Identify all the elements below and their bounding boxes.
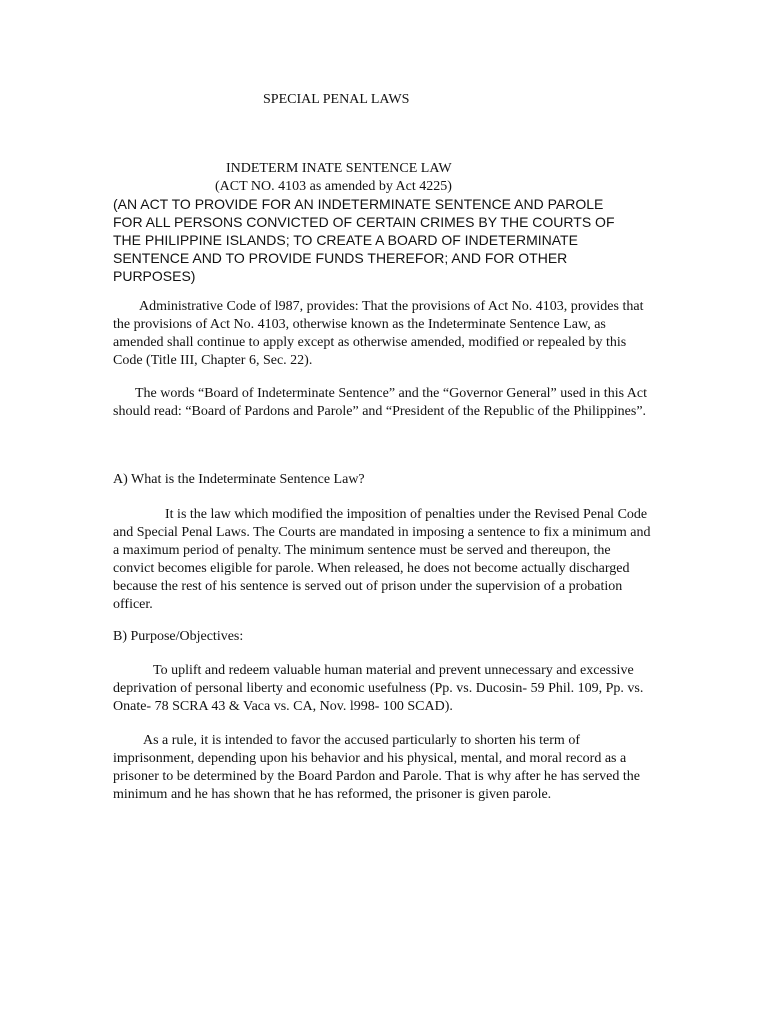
- act-number: (ACT NO. 4103 as amended by Act 4225): [215, 179, 452, 194]
- act-description: (AN ACT TO PROVIDE FOR AN INDETERMINATE SENTENCE AND PAROLE FOR ALL PERSONS CONVICTED OF CERTAIN CRIMES BY THE COURTS OF THE PHILIPPINE ISLANDS; TO CREATE A BOARD OF INDETERMINATE SENTENCE AND TO PROVIDE FUNDS THEREFOR; AND FOR OTHER PURPOSES): [113, 196, 615, 284]
- document-title: SPECIAL PENAL LAWS: [263, 92, 410, 107]
- section-b-body-2: As a rule, it is intended to favor the accused particularly to shorten his term of imprisonment, depending upon his behavior and his physical, mental, and moral record as a prisoner to be determined by the Board Pardon and Parole. That is why after he has served the minimum and he has shown that he has reformed, the prisoner is given parole.: [113, 733, 640, 802]
- act-title: INDETERM INATE SENTENCE LAW: [226, 161, 452, 176]
- section-b-body-1: To uplift and redeem valuable human material and prevent unnecessary and excessive deprivation of personal liberty and economic usefulness (Pp. vs. Ducosin- 59 Phil. 109, Pp. vs. Onate- 78 SCRA 43 & Vaca vs. CA, Nov. l998- 100 SCAD).: [113, 663, 644, 714]
- section-b-heading: B) Purpose/Objectives:: [113, 629, 244, 644]
- section-a-body: It is the law which modified the imposition of penalties under the Revised Penal Code and Special Penal Laws. The Courts are mandated in imposing a sentence to fix a minimum and a maximum period of penalty. The minimum sentence must be served and thereupon, the convict becomes eligible for parole. When released, he does not become actually discharged because the rest of his sentence is served out of prison under the supervision of a probation officer.: [113, 507, 651, 612]
- section-a-heading: A) What is the Indeterminate Sentence Law?: [113, 472, 365, 487]
- paragraph-words: The words “Board of Indeterminate Sentence” and the “Governor General” used in this Act should read: “Board of Pardons and Parole” and “President of the Republic of the Philippines”.: [113, 386, 647, 419]
- paragraph-admin-code: Administrative Code of l987, provides: That the provisions of Act No. 4103, provides that the provisions of Act No. 4103, otherwise known as the Indeterminate Sentence Law, as amended shall continue to apply except as otherwise amended, modified or repealed by this Code (Title III, Chapter 6, Sec. 22).: [113, 299, 644, 368]
